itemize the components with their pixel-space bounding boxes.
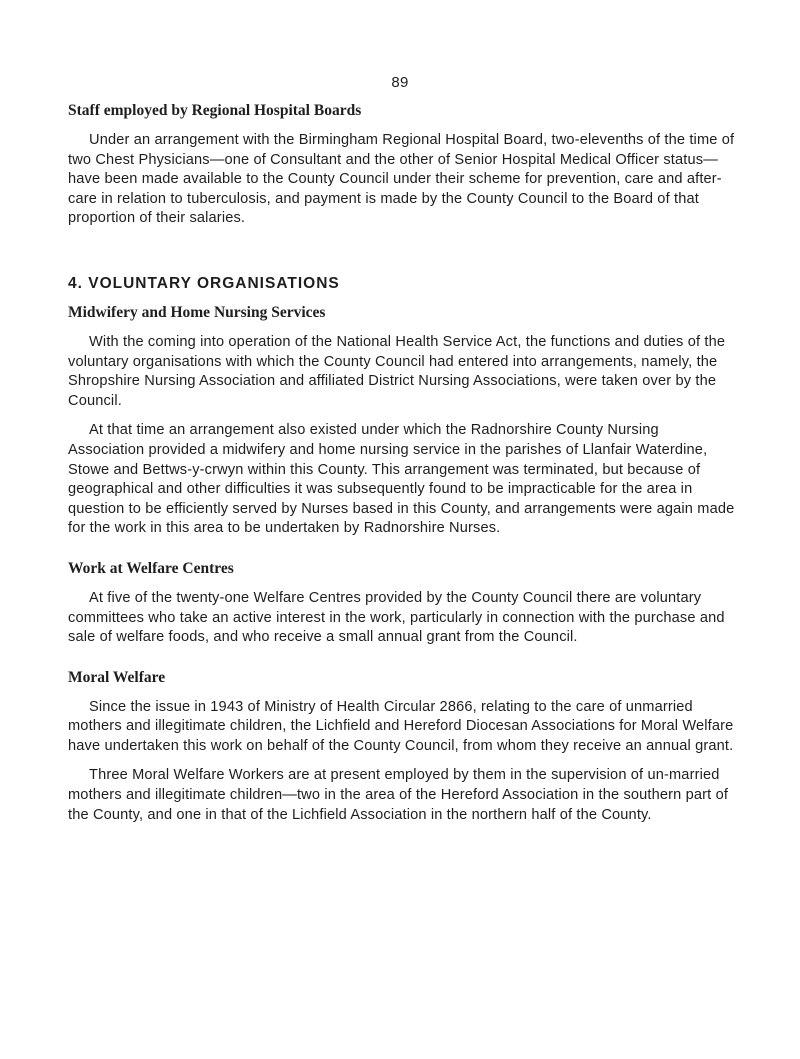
section-title-voluntary: 4. VOLUNTARY ORGANISATIONS	[68, 274, 340, 292]
midwifery-paragraph-1: With the coming into operation of the National Health Service Act, the functions and duties of the voluntary organisations with which the County Council had entered into arrangements, namely, the Shropshire Nursing Association and affiliated District Nursing Associations, were taken over by the Council.	[68, 333, 726, 409]
midwifery-heading: Midwifery and Home Nursing Services	[68, 303, 326, 321]
welfare-centres-heading: Work at Welfare Centres	[68, 559, 234, 577]
page-number: 89	[391, 74, 409, 91]
staff-heading: Staff employed by Regional Hospital Boards	[68, 102, 362, 119]
moral-welfare-heading: Moral Welfare	[68, 668, 166, 686]
moral-welfare-paragraph-1: Since the issue in 1943 of Ministry of Health Circular 2866, relating to the care of unmarried mothers and illegitimate children, the Lichfield and Hereford Diocesan Associations for Moral Welfare have undertaken this work on behalf of the County Council, from whom they receive an annual grant.	[68, 698, 734, 754]
page-content	[68, 101, 738, 825]
staff-paragraph-1: Under an arrangement with the Birmingham Regional Hospital Board, two-elevenths of the time of two Chest Physicians—one of Consultant and the other of Senior Hospital Medical Officer status—have been made available to the County Council under their scheme for prevention, care and after-care in relation to tuberculosis, and payment is made by the County Council to the Board of that proportion of their salaries.	[68, 132, 735, 227]
welfare-centres-paragraph-1: At five of the twenty-one Welfare Centres provided by the County Council there are voluntary committees who take an active interest in the work, particularly in connection with the purchase and sale of welfare foods, and who receive a small annual grant from the Council.	[68, 589, 725, 646]
midwifery-paragraph-2: At that time an arrangement also existed under which the Radnorshire County Nursing Association provided a midwifery and home nursing service in the parishes of Llanfair Waterdine, Stowe and Bettws-y-crwyn within this County. This arrangement was terminated, but because of geographical and other difficulties it was subsequently found to be impracticable for the area in question to be efficiently served by Nurses based in this County, and arrangements were again made for the work in this area to be undertaken by Radnorshire Nurses.	[68, 422, 735, 537]
moral-welfare-paragraph-2: Three Moral Welfare Workers are at present employed by them in the supervision of un-married mothers and illegitimate children—two in the area of the Hereford Association in the southern part of the County, and one in that of the Lichfield Association in the northern half of the County.	[68, 767, 729, 823]
